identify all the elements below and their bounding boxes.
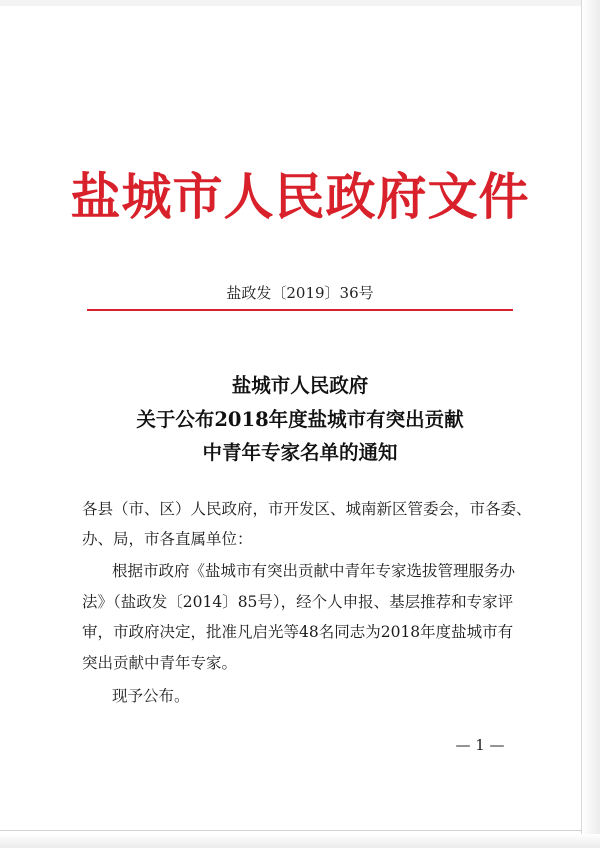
scan-edge-bottom — [0, 834, 600, 848]
body-line-4: 突出贡献中青年专家。 — [82, 654, 238, 672]
body-line-3: 审，市政府决定，批准凡启光等48名同志为2018年度盐城市有 — [82, 623, 514, 641]
recipients-line-1: 各县（市、区）人民政府，市开发区、城南新区管委会，市各委、 — [82, 500, 532, 518]
document-header-title: 盐城市人民政府文件 — [70, 167, 530, 226]
recipients-line-2: 办、局，市各直属单位： — [82, 530, 253, 548]
subtitle-line-2: 关于公布2018年度盐城市有突出贡献 — [136, 408, 464, 431]
scan-line-horizontal — [0, 830, 582, 831]
page-number: — 1 — — [455, 736, 505, 754]
scan-edge-top — [0, 0, 600, 6]
subtitle-line-3: 中青年专家名单的通知 — [202, 441, 398, 464]
document-number: 盐政发〔2019〕36号 — [226, 284, 374, 302]
subtitle-issuer: 盐城市人民政府 — [231, 374, 369, 397]
red-separator-line — [87, 309, 513, 311]
body-line-2: 法》（盐政发〔2014〕85号），经个人申报、基层推荐和专家评 — [82, 593, 514, 611]
closing-text: 现予公布。 — [112, 687, 190, 705]
body-line-1: 根据市政府《盐城市有突出贡献中青年专家选拔管理服务办 — [112, 562, 516, 580]
